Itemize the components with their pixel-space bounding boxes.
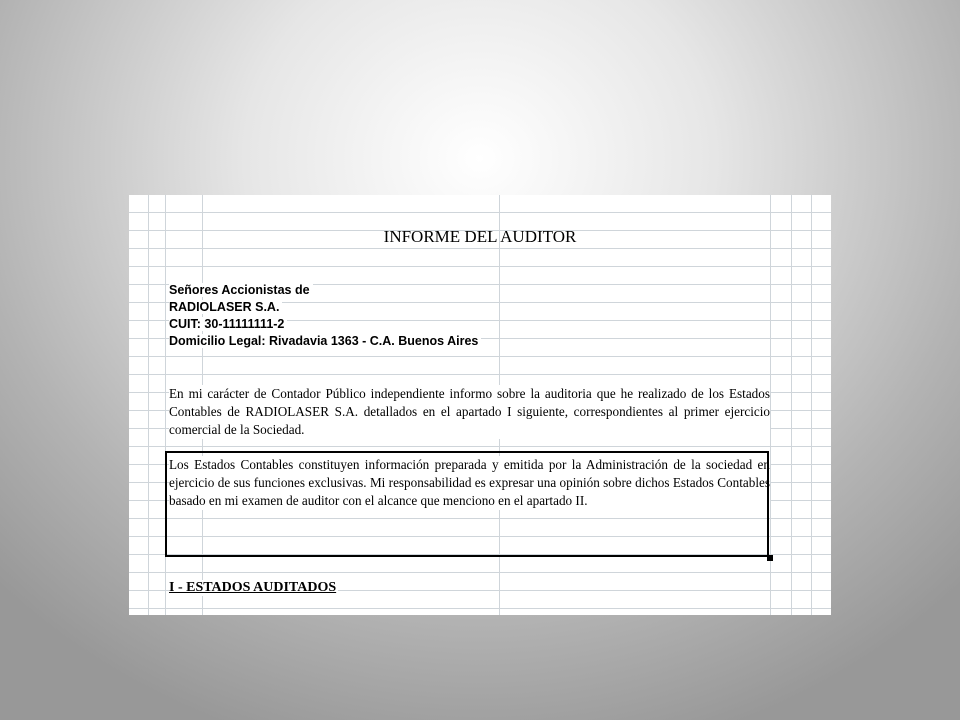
report-title: INFORME DEL AUDITOR <box>383 227 577 246</box>
addressee-line: Señores Accionistas de <box>169 283 313 297</box>
company-name: RADIOLASER S.A. <box>169 300 282 314</box>
legal-domicile-line: Domicilio Legal: Rivadavia 1363 - C.A. Buenos Aires <box>169 334 481 348</box>
responsibility-paragraph: Los Estados Contables constituyen información preparada y emitida por la Administración de la sociedad en ejercicio de sus funciones exclusivas. Mi responsabilidad es expresar una opinión sobre dichos Estados Contables basado en mi examen de auditor con el alcance que menciono en el apartado II. <box>169 457 770 508</box>
selected-cell-range[interactable] <box>165 451 769 557</box>
spreadsheet-grid[interactable] <box>129 195 831 615</box>
intro-paragraph: En mi carácter de Contador Público independiente informo sobre la auditoria que he realizado de los Estados Contables de RADIOLASER S.A. detallados en el apartado I siguiente, correspondientes al primer ejercicio comercial de la Sociedad. <box>169 386 770 437</box>
section-heading-estados-auditados: I - ESTADOS AUDITADOS <box>169 580 337 595</box>
fill-handle[interactable] <box>767 555 773 561</box>
cuit-line: CUIT: 30-11111111-2 <box>169 317 287 331</box>
